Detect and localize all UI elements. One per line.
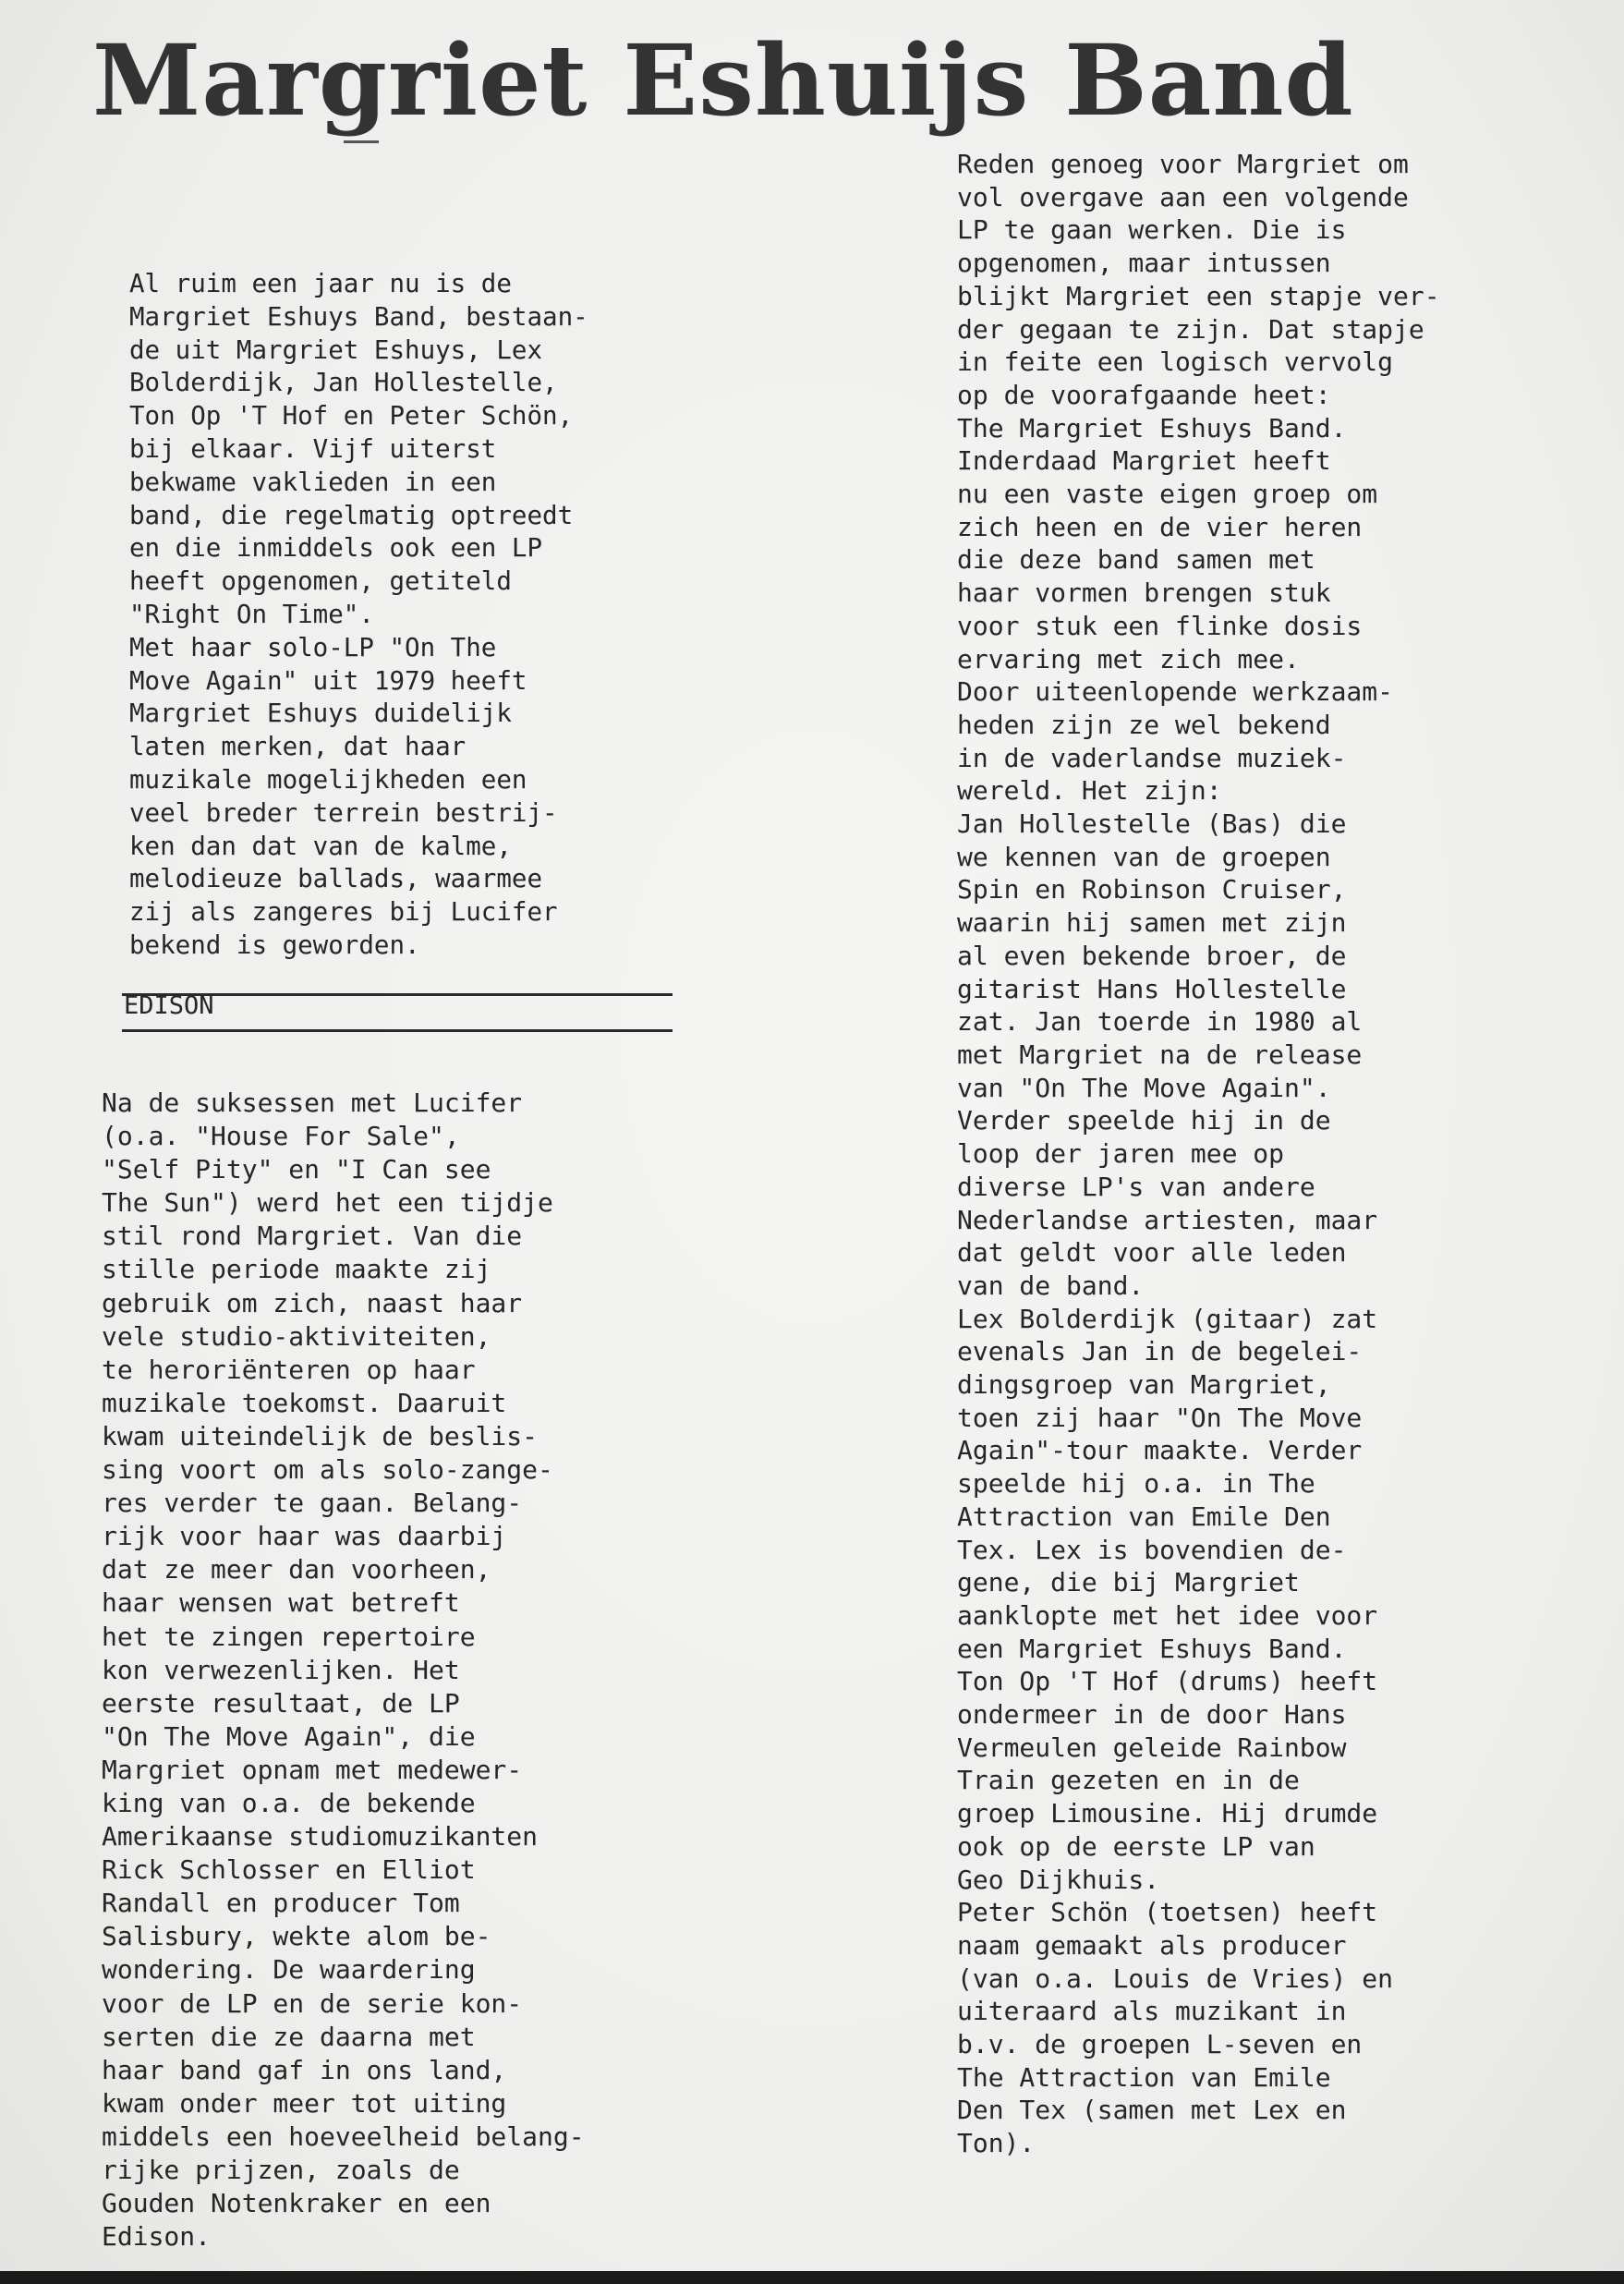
text-line: Reden genoeg voor Margriet om: [957, 149, 1409, 179]
text-line: aanklopte met het idee voor: [957, 1599, 1378, 1631]
text-line: zij als zangeres bij Lucifer: [129, 897, 558, 928]
stray-mark: [344, 140, 379, 143]
text-line: bij elkaar. Vijf uiterst: [129, 433, 497, 464]
text-line: gene, die bij Margriet: [957, 1567, 1300, 1598]
text-line: Randall en producer Tom: [102, 1888, 460, 1919]
text-line: een Margriet Eshuys Band.: [957, 1633, 1347, 1664]
text-line: stille periode maakte zij: [102, 1254, 491, 1285]
text-line: rijke prijzen, zoals de: [102, 2155, 460, 2185]
text-line: diverse LP's van andere: [957, 1171, 1315, 1202]
text-line: kon verwezenlijken. Het: [102, 1654, 460, 1685]
text-line: heden zijn ze wel bekend: [957, 709, 1331, 740]
text-line: te heroriënteren op haar: [102, 1354, 476, 1385]
text-line: toen zij haar "On The Move: [957, 1402, 1363, 1433]
text-line: dat geldt voor alle leden: [957, 1237, 1347, 1269]
text-line: de uit Margriet Eshuys, Lex: [129, 334, 543, 365]
text-line: gitarist Hans Hollestelle: [957, 973, 1347, 1004]
text-line: Lex Bolderdijk (gitaar) zat: [957, 1303, 1378, 1334]
text-line: Jan Hollestelle (Bas) die: [957, 808, 1347, 840]
text-line: haar vormen brengen stuk: [957, 577, 1331, 609]
text-line: die deze band samen met: [957, 544, 1315, 576]
text-line: Ton Op 'T Hof en Peter Schön,: [129, 401, 574, 431]
text-line: in de vaderlandse muziek-: [957, 742, 1347, 773]
text-line: en die inmiddels ook een LP: [129, 533, 543, 564]
text-line: Margriet opnam met medewer-: [102, 1754, 523, 1785]
text-line: voor stuk een flinke dosis: [957, 610, 1363, 641]
text-line: veel breder terrein bestrij-: [129, 797, 558, 828]
text-line: king van o.a. de bekende: [102, 1787, 476, 1818]
text-line: Attraction van Emile Den: [957, 1500, 1331, 1532]
text-line: haar band gaf in ons land,: [102, 2054, 507, 2085]
text-line: zich heen en de vier heren: [957, 511, 1363, 542]
text-line: op de voorafgaande heet:: [957, 379, 1331, 410]
text-line: speelde hij o.a. in The: [957, 1468, 1315, 1500]
text-line: ook op de eerste LP van: [957, 1830, 1315, 1862]
text-line: Rick Schlosser en Elliot: [102, 1854, 476, 1886]
text-line: Den Tex (samen met Lex en: [957, 2095, 1347, 2126]
text-line: rijk voor haar was daarbij: [102, 1521, 507, 1552]
text-line: ervaring met zich mee.: [957, 643, 1300, 674]
text-line: muzikale toekomst. Daaruit: [102, 1387, 507, 1418]
text-line: eerste resultaat, de LP: [102, 1687, 460, 1719]
section-rule-bottom: [122, 1029, 673, 1032]
text-line: zat. Jan toerde in 1980 al: [957, 1006, 1363, 1038]
text-line: blijkt Margriet een stapje ver-: [957, 280, 1440, 311]
text-line: ondermeer in de door Hans: [957, 1699, 1347, 1731]
section-label: EDISON: [124, 991, 214, 1020]
text-line: in feite een logisch vervolg: [957, 346, 1394, 378]
text-line: vele studio-aktiviteiten,: [102, 1320, 491, 1352]
text-line: nu een vaste eigen groep om: [957, 479, 1378, 510]
text-line: Al ruim een jaar nu is de: [129, 269, 512, 298]
text-line: van "On The Move Again".: [957, 1072, 1331, 1103]
left-column-body: [102, 1087, 730, 2254]
text-line: b.v. de groepen L-seven en: [957, 2029, 1363, 2060]
text-line: Margriet Eshuys duidelijk: [129, 699, 512, 729]
text-line: bekwame vaklieden in een: [129, 467, 497, 497]
text-line: wereld. Het zijn:: [957, 775, 1222, 807]
text-line: met Margriet na de release: [957, 1039, 1363, 1070]
text-line: Train gezeten en in de: [957, 1765, 1300, 1796]
text-line: groep Limousine. Hij drumde: [957, 1798, 1378, 1829]
text-line: The Margriet Eshuys Band.: [957, 412, 1347, 443]
text-line: (o.a. "House For Sale",: [102, 1121, 460, 1152]
text-line: kwam uiteindelijk de beslis-: [102, 1420, 539, 1452]
text-line: Spin en Robinson Cruiser,: [957, 874, 1347, 905]
text-line: serten die ze daarna met: [102, 2021, 476, 2052]
text-line: Peter Schön (toetsen) heeft: [957, 1897, 1378, 1928]
text-line: LP te gaan werken. Die is: [957, 214, 1347, 246]
text-line: al even bekende broer, de: [957, 940, 1347, 971]
text-line: der gegaan te zijn. Dat stapje: [957, 313, 1424, 345]
text-line: Na de suksessen met Lucifer: [102, 1087, 523, 1118]
text-line: Ton Op 'T Hof (drums) heeft: [957, 1666, 1378, 1697]
text-line: gebruik om zich, naast haar: [102, 1287, 523, 1318]
text-line: Nederlandse artiesten, maar: [957, 1204, 1378, 1235]
text-line: The Sun") werd het een tijdje: [102, 1187, 553, 1219]
text-line: sing voort om als solo-zange-: [102, 1454, 553, 1486]
text-line: Move Again" uit 1979 heeft: [129, 665, 527, 696]
text-line: heeft opgenomen, getiteld: [129, 566, 512, 597]
text-line: "On The Move Again", die: [102, 1720, 476, 1752]
text-line: laten merken, dat haar: [129, 732, 467, 762]
text-line: loop der jaren mee op: [957, 1138, 1285, 1170]
text-line: we kennen van de groepen: [957, 841, 1331, 872]
text-line: Salisbury, wekte alom be-: [102, 1921, 491, 1952]
page-bottom-edge: [0, 2271, 1624, 2284]
text-line: Amerikaanse studiomuzikanten: [102, 1821, 539, 1853]
text-line: dingsgroep van Margriet,: [957, 1369, 1331, 1401]
text-line: voor de LP en de serie kon-: [102, 1987, 523, 2019]
text-line: Again"-tour maakte. Verder: [957, 1435, 1363, 1466]
text-line: res verder te gaan. Belang-: [102, 1488, 523, 1519]
article-title: Margriet Eshuijs Band: [92, 22, 1354, 138]
text-line: (van o.a. Louis de Vries) en: [957, 1962, 1394, 1994]
text-line: van de band.: [957, 1270, 1145, 1301]
text-line: Met haar solo-LP "On The: [129, 632, 497, 662]
text-line: Edison.: [102, 2221, 212, 2253]
text-line: evenals Jan in de begelei-: [957, 1336, 1363, 1367]
text-line: Geo Dijkhuis.: [957, 1864, 1160, 1895]
text-line: Door uiteenlopende werkzaam-: [957, 676, 1394, 708]
text-line: uiteraard als muzikant in: [957, 1996, 1347, 2027]
right-column-body: [957, 148, 1604, 2160]
text-line: stil rond Margriet. Van die: [102, 1221, 523, 1252]
text-line: middels een hoeveelheid belang-: [102, 2120, 585, 2152]
text-line: Gouden Notenkraker en een: [102, 2188, 491, 2219]
text-line: band, die regelmatig optreedt: [129, 500, 574, 530]
text-line: dat ze meer dan voorheen,: [102, 1554, 491, 1585]
text-line: waarin hij samen met zijn: [957, 907, 1347, 939]
text-line: Vermeulen geleide Rainbow: [957, 1731, 1347, 1763]
text-line: melodieuze ballads, waarmee: [129, 864, 543, 894]
text-line: Tex. Lex is bovendien de-: [957, 1534, 1347, 1565]
text-line: bekend is geworden.: [129, 929, 420, 960]
text-line: Ton).: [957, 2128, 1036, 2159]
text-line: muzikale mogelijkheden een: [129, 764, 527, 795]
text-line: "Self Pity" en "I Can see: [102, 1154, 491, 1185]
text-line: "Right On Time".: [129, 599, 374, 629]
text-line: The Attraction van Emile: [957, 2061, 1331, 2093]
left-column-intro: [129, 268, 721, 963]
text-line: wondering. De waardering: [102, 1954, 476, 1986]
text-line: Margriet Eshuys Band, bestaan-: [129, 301, 588, 332]
text-line: haar wensen wat betreft: [102, 1587, 460, 1619]
text-line: Bolderdijk, Jan Hollestelle,: [129, 368, 558, 398]
text-line: kwam onder meer tot uiting: [102, 2087, 507, 2119]
text-line: opgenomen, maar intussen: [957, 248, 1331, 279]
text-line: naam gemaakt als producer: [957, 1929, 1347, 1961]
text-line: het te zingen repertoire: [102, 1621, 476, 1652]
text-line: ken dan dat van de kalme,: [129, 831, 512, 861]
text-line: vol overgave aan een volgende: [957, 181, 1409, 213]
text-line: Verder speelde hij in de: [957, 1105, 1331, 1136]
text-line: Inderdaad Margriet heeft: [957, 445, 1331, 477]
